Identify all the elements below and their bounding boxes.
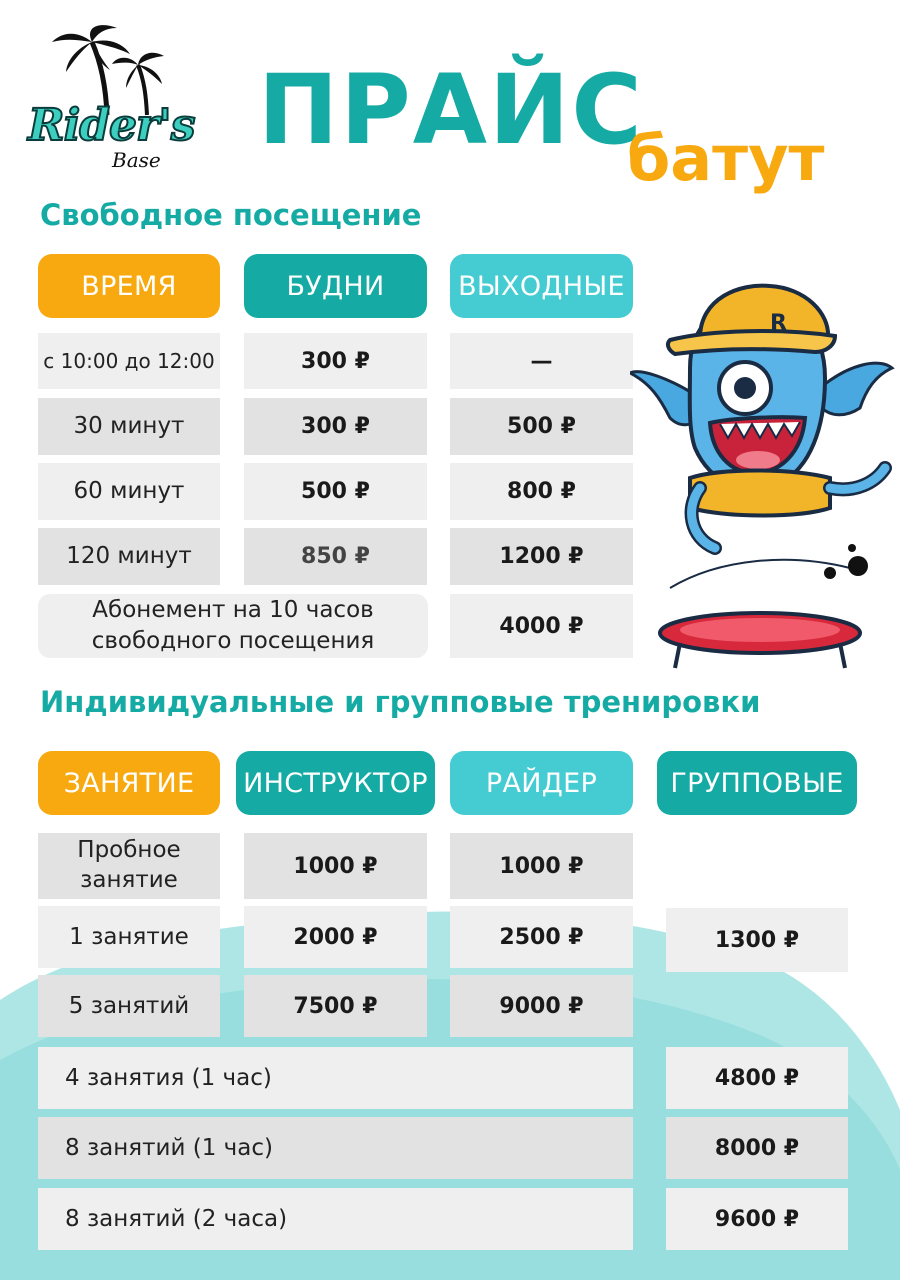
- price-cell: 9000 ₽: [450, 975, 633, 1037]
- price-cell: 300 ₽: [244, 398, 427, 455]
- column-header-lesson: ЗАНЯТИЕ: [38, 751, 220, 815]
- logo-subtext: Base: [112, 148, 161, 172]
- package-price: 4800 ₽: [666, 1047, 848, 1109]
- price-cell: 500 ₽: [450, 398, 633, 455]
- package-price: 8000 ₽: [666, 1117, 848, 1179]
- column-header-weekdays: БУДНИ: [244, 254, 427, 318]
- row-label: 30 минут: [38, 398, 220, 455]
- svg-text:R: R: [770, 311, 787, 336]
- package-label: 4 занятия (1 час): [38, 1047, 633, 1109]
- section-title-free-visit: Свободное посещение: [40, 198, 422, 232]
- subscription-label: [38, 594, 428, 658]
- group-price-cell: 1300 ₽: [666, 908, 848, 972]
- price-cell: 850 ₽: [244, 528, 427, 585]
- logo-text: Rider's: [28, 100, 195, 151]
- price-cell: 1000 ₽: [450, 833, 633, 899]
- row-label-line-1: Пробное: [77, 837, 181, 864]
- row-label: 60 минут: [38, 463, 220, 520]
- price-cell: 1000 ₽: [244, 833, 427, 899]
- subscription-line-1: Абонемент на 10 часов: [92, 596, 374, 623]
- package-label: 8 занятий (2 часа): [38, 1188, 633, 1250]
- price-cell: 2000 ₽: [244, 906, 427, 968]
- logo: [22, 20, 212, 180]
- subscription-price: 4000 ₽: [450, 594, 633, 658]
- row-label: 1 занятие: [38, 906, 220, 968]
- column-header-instructor: ИНСТРУКТОР: [236, 751, 435, 815]
- price-cell: 7500 ₽: [244, 975, 427, 1037]
- price-cell: 300 ₽: [244, 333, 427, 389]
- row-label: 120 минут: [38, 528, 220, 585]
- page-title: ПРАЙС: [258, 54, 644, 166]
- price-cell: —: [450, 333, 633, 389]
- row-label: с 10:00 до 12:00: [38, 333, 220, 389]
- page-subtitle: батут: [627, 122, 825, 195]
- column-header-weekends: ВЫХОДНЫЕ: [450, 254, 633, 318]
- mascot-on-trampoline-icon: [630, 268, 900, 688]
- row-label: [38, 833, 220, 899]
- price-cell: 500 ₽: [244, 463, 427, 520]
- row-label: 5 занятий: [38, 975, 220, 1037]
- section-title-training: Индивидуальные и групповые тренировки: [40, 685, 761, 719]
- row-label-line-2: занятие: [80, 867, 178, 893]
- price-cell: 800 ₽: [450, 463, 633, 520]
- column-header-rider: РАЙДЕР: [450, 751, 633, 815]
- price-cell: 2500 ₽: [450, 906, 633, 968]
- column-header-group: ГРУППОВЫЕ: [657, 751, 857, 815]
- price-cell: 1200 ₽: [450, 528, 633, 585]
- package-label: 8 занятий (1 час): [38, 1117, 633, 1179]
- column-header-time: ВРЕМЯ: [38, 254, 220, 318]
- subscription-line-2: свободного посещения: [91, 628, 375, 654]
- package-price: 9600 ₽: [666, 1188, 848, 1250]
